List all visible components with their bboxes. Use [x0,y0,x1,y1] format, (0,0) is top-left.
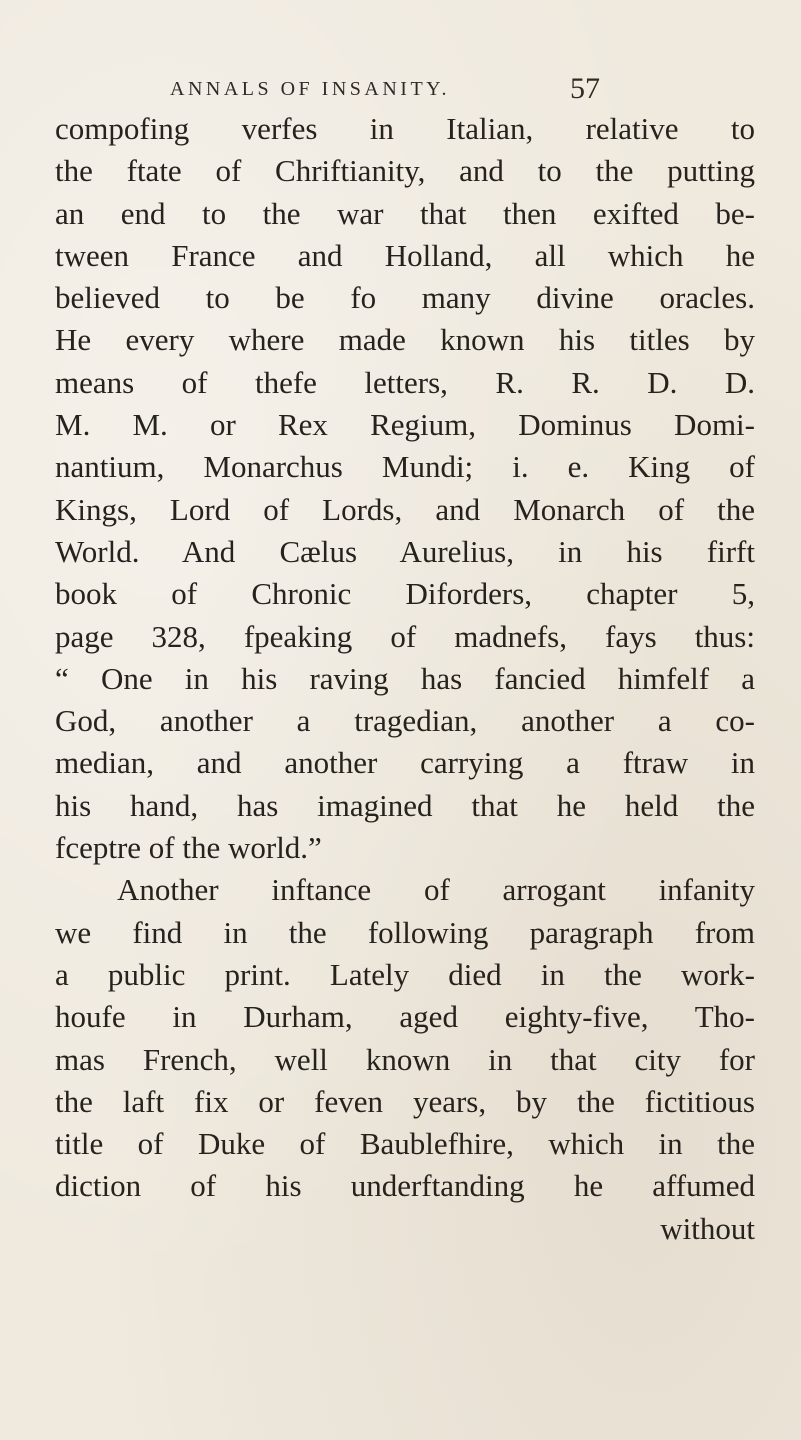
text-line: Kings, Lord of Lords, and Monarch of the [55,491,755,527]
page-number: 57 [570,72,600,105]
text-line: houfe in Durham, aged eighty-five, Tho- [55,999,755,1035]
text-line: He every where made known his titles by [55,322,755,358]
text-line: “ One in his raving has fancied himfelf a [55,660,755,696]
text-line: God, another a tragedian, another a co- [55,703,755,739]
text-line: believed to be fo many divine oracles. [55,280,755,316]
body-text [55,108,755,1250]
text-line: a public print. Lately died in the work- [55,956,755,992]
running-head: ANNALS OF INSANITY. [170,78,451,100]
text-line: book of Chronic Diforders, chapter 5, [55,576,755,612]
text-line: his hand, has imagined that he held the [55,787,755,823]
text-line: the ftate of Chriftianity, and to the putting [55,153,755,189]
text-line: nantium, Monarchus Mundi; i. e. King of [55,449,755,485]
text-line: World. And Cælus Aurelius, in his firft [55,533,755,569]
text-line: means of thefe letters, R. R. D. D. [55,364,755,400]
text-line: we find in the following paragraph from [55,914,755,950]
text-line: diction of his underftanding he affumed [55,1168,755,1204]
text-line: mas French, well known in that city for [55,1041,755,1077]
page-header [170,72,610,112]
text-line: the laft fix or feven years, by the fictitious [55,1083,755,1119]
text-line: an end to the war that then exifted be- [55,195,755,231]
text-line: page 328, fpeaking of madnefs, fays thus: [55,618,755,654]
text-line: M. M. or Rex Regium, Dominus Domi- [55,407,755,443]
text-line: tween France and Holland, all which he [55,237,755,273]
text-line: compofing verfes in Italian, relative to [55,111,755,146]
text-line: title of Duke of Baublefhire, which in the [55,1126,755,1162]
text-line: Another inftance of arrogant infanity [117,872,755,908]
catchword: without [660,1210,755,1246]
text-line: median, and another carrying a ftraw in [55,745,755,781]
text-line: fceptre of the world.” [55,830,322,866]
